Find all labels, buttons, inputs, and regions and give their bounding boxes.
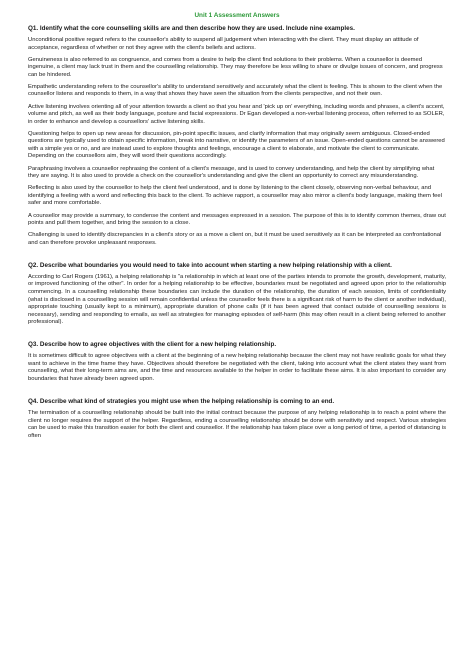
answer-paragraph: According to Carl Rogers (1961), a helping relationship is "a relationship in which at least one of the parties intends to promote the growth, development, maturity, or improved functioning of the other". In order for a helping relationship to be effective, boundaries must be negotiated and agreed upon prior to the relationship commencing. In a counselling relationship these boundaries can include the duration of the relationship, the duration of each session, limits of confidentiality (what is disclosed in a counselling session will remain confidential unless the counsellor feels there is a significant risk of harm to the client or another individual), appropriate touching (usually kept to a minimum), appropriate duration of phone calls (if it has been agreed that contact outside of counselling sessions is necessary), sending and responding to emails, as well as strategies for managing episodes of self-harm (this may often result in a client being referred to another professional). <box>28 273 446 326</box>
answer-paragraph: Unconditional positive regard refers to the counsellor's ability to suspend all judgement when interacting with the client. They must display an attitude of acceptance, regardless of whether or not they agree with the client's beliefs and actions. <box>28 37 419 51</box>
answer-paragraph: Paraphrasing involves a counsellor rephrasing the content of a client's message, and is used to convey understanding, and help the client by simplifying what they are saying. It is also used to provide a check on the counsellor's understanding and give the client an opportunity to correct any misunderstanding. <box>28 165 435 180</box>
question-heading: Q1. Identify what the core counselling skills are and then describe how they are used. Include nine examples. <box>28 25 355 32</box>
section-spacer <box>28 331 446 341</box>
answer-paragraph: Active listening involves orienting all of your attention towards a client so that you hear and 'pick up on' everything, including words and phrases, a client's accent, volume and pitch, as well as their body language, posture and facial expressions. Dr Egan developed a non-verbal listening process, often referred to as SOLER, in order to enhance and develop a counsellors' active listening skills. <box>28 103 445 125</box>
answer-paragraph: Reflecting is also used by the counsellor to help the client feel understood, and is done by listening to the client closely, observing non-verbal behaviour, and identifying a feeling with a word and reflecting this back to the client. To achieve rapport, a counsellor may also mirror a client's body language, making them feel safer and more comfortable. <box>28 185 442 207</box>
section-spacer <box>28 252 446 262</box>
answer-paragraph: Questioning helps to open up new areas for discussion, pin-point specific issues, and clarify information that may originally seem ambiguous. Closed-ended questions are typically used to obtain specific information, break into narrative, or identify the parameters of an issue. Open-ended questions cannot be answered with a simple yes or no, and are instead used to explore thoughts and feelings, encourage a client to elaborate, and motivate the client to communicate. Depending on the counsellors aim, they will word their questions accordingly. <box>28 130 445 160</box>
section-spacer <box>28 388 446 398</box>
answer-paragraph: Genuineness is also referred to as congruence, and comes from a desire to help the client find solutions to their problems. When a counsellor is deemed ingenuine, a client may lack trust in them and the counselling relationship. They may therefore be less willing to share or divulge issues of concern, and progress can be hindered. <box>28 56 443 78</box>
question-heading: Q2. Describe what boundaries you would need to take into account when starting a new helping relationship with a client. <box>28 261 392 269</box>
answer-paragraph: It is sometimes difficult to agree objectives with a client at the beginning of a new helping relationship because the client may not have realistic goals for what they want to achieve in the time frame they have. Objectives should therefore be negotiated with the client, taking into account what the client states they want from counselling, what their long-term aims are, and the time and resources available to the helper in order to facilitate these aims. It is also important to consider any boundaries that have already been agreed upon. <box>28 353 446 382</box>
document-title: Unit 1 Assessment Answers <box>194 12 280 19</box>
answer-paragraph: Challenging is used to identify discrepancies in a client's story or as a move a client on, but it must be used sensitively as it can be interpreted as confrontational and can therefore provoke unpleasant responses. <box>28 232 442 246</box>
answer-paragraph: Empathetic understanding refers to the counsellor's ability to understand sensitively and accurately what the client is feeling. This is shown to the client when the counsellor listens and responds to them, in a way that shows they have seen the situation from the clients perspective, and not their own. <box>28 83 443 98</box>
answer-paragraph: A counsellor may provide a summary, to condense the content and messages expressed in a session. The purpose of this is to identify common themes, draw out points and pull them together, and bring the session to a close. <box>28 212 446 227</box>
answer-paragraph: The termination of a counselling relationship should be built into the initial contract because the purpose of any helping relationship is to reach a point where the client no longer requires the support of the helper. Regardless, ending a counselling relationship should be done with sensitivity and respect. Various strategies can be used to make this transition easier for both the client and counsellor. If the relationship has taken place over a long period of time, a period of distancing is often <box>28 410 446 439</box>
question-heading: Q3. Describe how to agree objectives with the client for a new helping relationship. <box>28 341 277 349</box>
question-heading: Q4. Describe what kind of strategies you might use when the helping relationship is coming to an end. <box>28 398 335 406</box>
